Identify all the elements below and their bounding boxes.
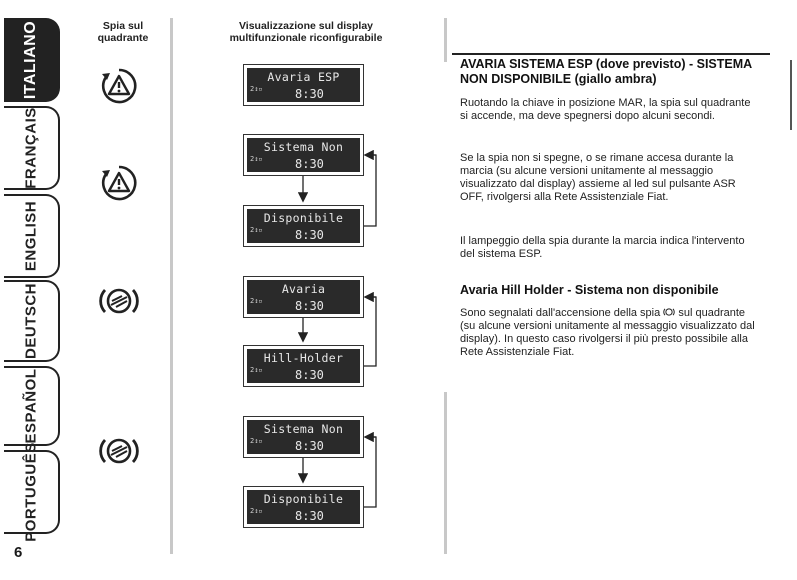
tab-label: FRANÇAIS — [22, 107, 40, 189]
display-time: 8:30 — [295, 157, 324, 171]
display-time: 8:30 — [295, 299, 324, 313]
display-time: 8:30 — [295, 439, 324, 453]
display-line2: 2↕▫ — [250, 226, 263, 234]
tab-label: PORTUGUÊS — [22, 442, 40, 542]
display-line2: 2↕▫ — [250, 155, 263, 163]
paragraph: Il lampeggio della spia durante la marcia indica l'intervento del sistema ESP. — [460, 235, 745, 260]
paragraph: Se la spia non si spegne, o se rimane accesa durante la marcia (su alcune versioni unitamente al messaggio visualizzato dal display) assieme al led sul pulsante ASR OFF, rivolgersi alla Rete Assistenziale Fiat. — [460, 152, 736, 203]
paragraph: Ruotando la chiave in posizione MAR, la spia sul quadrante si accende, ma deve spegnersi dopo alcuni secondi. — [460, 97, 751, 122]
tab-label: ENGLISH — [22, 200, 40, 272]
page-number: 6 — [14, 544, 23, 561]
display-line1: Disponibile — [263, 211, 344, 225]
page-edge-mark — [790, 60, 797, 130]
column-header-spia: Spia sul quadrante — [97, 20, 149, 44]
display-line1: Hill-Holder — [263, 351, 344, 365]
tab-label: DEUTSCH — [22, 282, 40, 360]
display-line1: Disponibile — [263, 492, 344, 506]
display-line2: 2↕▫ — [250, 366, 263, 374]
display-line2: 2↕▫ — [250, 437, 263, 445]
display-line1: Avaria ESP — [267, 70, 340, 84]
tab-label: ITALIANO — [22, 20, 39, 100]
tab-label: ESPAÑOL — [22, 368, 40, 444]
section-title-hill-holder: Avaria Hill Holder - Sistema non disponibile — [460, 283, 719, 297]
section-title-esp: AVARIA SISTEMA ESP (dove previsto) - SISTEMA NON DISPONIBILE (giallo ambra) — [460, 57, 752, 86]
display-line1: Sistema Non — [263, 422, 344, 436]
paragraph: Sono segnalati dall'accensione della spia sul quadrante (su alcune versioni unitamente al messaggio visualizzato dal display). In questo caso rivolgersi il più presto possibile alla Rete Assistenziale Fiat. — [460, 307, 755, 358]
display-time: 8:30 — [295, 368, 324, 382]
display-line1: Avaria — [281, 282, 326, 296]
display-line2: 2↕▫ — [250, 297, 263, 305]
hill-holder-icon — [663, 306, 675, 318]
display-time: 8:30 — [295, 87, 324, 101]
display-line2: 2↕▫ — [250, 85, 263, 93]
column-header-display: Visualizzazione sul display multifunzionale riconfigurabile — [229, 20, 383, 44]
display-line1: Sistema Non — [263, 140, 344, 154]
display-time: 8:30 — [295, 228, 324, 242]
display-line2: 2↕▫ — [250, 507, 263, 515]
display-time: 8:30 — [295, 509, 324, 523]
